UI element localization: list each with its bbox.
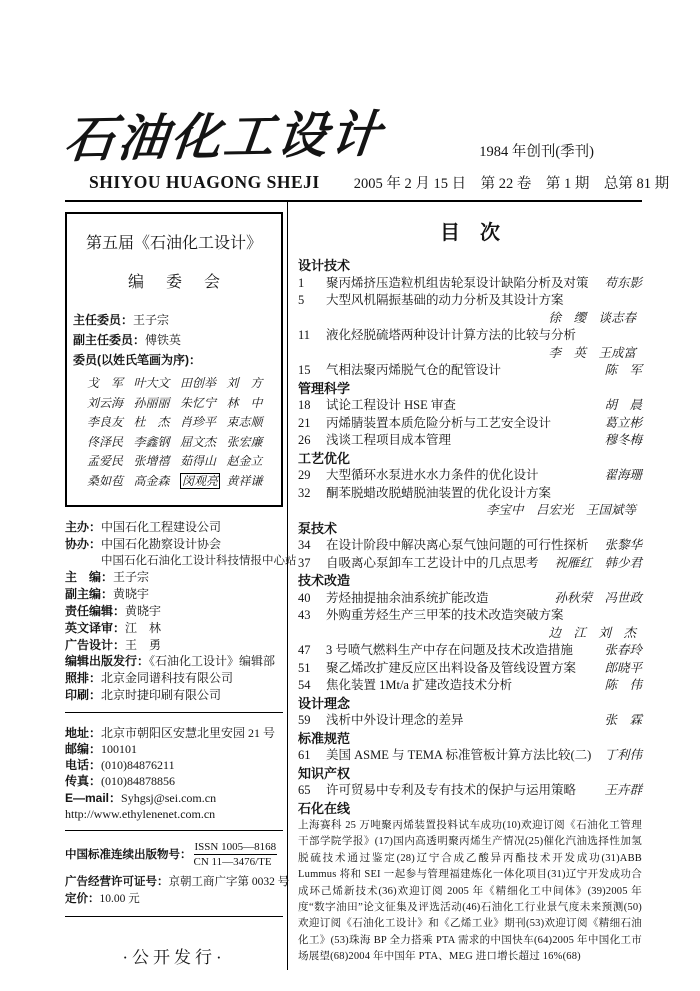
toc-entry bbox=[298, 677, 642, 695]
toc-section-heading: 标准规范 bbox=[298, 730, 351, 746]
toc-section-heading: 设计理念 bbox=[298, 695, 351, 711]
board-member bbox=[87, 472, 134, 492]
board-member-name: 孟爱民 bbox=[87, 454, 124, 468]
board-role-row-label: 副主任委员： bbox=[73, 333, 146, 347]
toc-entry-authors: 王卉群 bbox=[604, 783, 642, 797]
toc-page-number: 34 bbox=[298, 538, 311, 552]
board-role-row-value: 王子宗 bbox=[133, 313, 170, 327]
toc-entry bbox=[298, 432, 642, 450]
issn-fraction bbox=[194, 841, 278, 868]
toc-entry bbox=[298, 537, 642, 555]
board-member-name: 刘 方 bbox=[226, 376, 263, 390]
publication-row bbox=[65, 519, 283, 536]
toc-entry bbox=[298, 555, 642, 573]
publication-row-value: 中国石化工程建设公司 bbox=[101, 520, 222, 534]
contact-row bbox=[65, 757, 283, 773]
board-member bbox=[180, 433, 227, 453]
toc-page-number: 54 bbox=[298, 678, 311, 692]
toc-entry-authors: 张春玲 bbox=[604, 643, 642, 657]
toc-entry bbox=[298, 660, 642, 678]
toc-page-number: 51 bbox=[298, 660, 311, 675]
toc-entry-title: 大型循环水泵进水水力条件的优化设计 bbox=[326, 468, 539, 482]
editorial-board-box bbox=[65, 212, 283, 507]
board-member-name: 高金森 bbox=[133, 473, 170, 488]
publication-row-value: 王 勇 bbox=[125, 637, 162, 652]
board-member-name: 李鑫钢 bbox=[133, 434, 170, 449]
board-member bbox=[180, 472, 227, 492]
toc-page-number: 15 bbox=[298, 363, 311, 377]
license-row-value: 京朝工商广字第 0032 号 bbox=[168, 875, 290, 888]
toc-entry bbox=[298, 292, 642, 310]
toc-entry bbox=[298, 747, 642, 765]
board-member-name-boxed: 闵观亮 bbox=[182, 473, 219, 488]
publication-row bbox=[65, 569, 283, 586]
board-title-line1: 第五届《石油化工设计》 bbox=[85, 235, 262, 252]
board-member-name: 黄祥谦 bbox=[226, 473, 263, 488]
publication-info bbox=[65, 519, 297, 704]
toc-entry bbox=[298, 782, 642, 800]
toc-entry-authors: 翟海珊 bbox=[604, 468, 642, 482]
board-member bbox=[134, 472, 181, 492]
board-role-row bbox=[73, 310, 275, 330]
toc-section-heading: 知识产权 bbox=[298, 765, 351, 781]
toc-entry-title: 美国 ASME 与 TEMA 标准管板计算方法比较(二) bbox=[326, 748, 592, 762]
board-member bbox=[227, 472, 274, 492]
toc-sections bbox=[298, 257, 642, 966]
toc-page-number: 21 bbox=[298, 415, 311, 430]
table-of-contents bbox=[288, 202, 642, 970]
toc-entry bbox=[298, 467, 642, 485]
contact-info bbox=[65, 725, 283, 822]
board-role-row-value: 傅铁英 bbox=[145, 333, 182, 347]
board-role-row-label: 委员(以姓氏笔画为序)： bbox=[73, 353, 201, 367]
publication-row-label: 主办： bbox=[65, 520, 102, 534]
board-member bbox=[134, 394, 181, 414]
toc-entry-title: 大型风机隔振基础的动力分析及其设计方案 bbox=[326, 293, 564, 307]
board-member-name: 张增禧 bbox=[133, 454, 170, 468]
publication-row bbox=[65, 637, 283, 654]
toc-entry-title: 丙烯腈装置本质危险分析与工艺安全设计 bbox=[326, 415, 552, 430]
toc-entry bbox=[298, 607, 642, 625]
contact-row-value: http://www.ethylenenet.com.cn bbox=[65, 806, 216, 821]
board-member bbox=[180, 452, 227, 472]
cn-number: CN 11—3476/TE bbox=[193, 855, 272, 868]
toc-entry bbox=[298, 327, 642, 345]
board-member bbox=[227, 452, 274, 472]
board-member bbox=[134, 413, 181, 433]
toc-page-number: 43 bbox=[298, 608, 311, 622]
section-divider bbox=[65, 830, 283, 831]
publication-row-label: 印刷： bbox=[65, 687, 102, 702]
board-member-name: 屈文杰 bbox=[180, 434, 217, 449]
publication-row bbox=[65, 536, 283, 553]
publication-row-label: 编辑出版发行： bbox=[65, 654, 150, 669]
toc-entry bbox=[298, 397, 642, 415]
license-row-label: 广告经营许可证号： bbox=[65, 875, 169, 888]
contact-row-value: (010)84878856 bbox=[101, 774, 176, 789]
license-info bbox=[65, 874, 290, 908]
publication-row bbox=[65, 603, 283, 620]
publication-row-continuation: 中国石化石油化工设计科技情报中心站 bbox=[101, 554, 297, 567]
publication-row-label: 副主编： bbox=[65, 587, 114, 602]
board-member-name: 叶大文 bbox=[133, 376, 170, 390]
publication-row-label: 英文译审： bbox=[65, 620, 126, 635]
toc-entry-authors: 孙秋荣 冯世政 bbox=[554, 590, 642, 605]
toc-page-number: 1 bbox=[298, 275, 305, 290]
toc-entry bbox=[298, 275, 642, 293]
toc-page-number: 61 bbox=[298, 748, 311, 762]
board-member-name: 林 中 bbox=[226, 395, 263, 410]
issue-info: 2005 年 2 月 15 日 第 22 卷 第 1 期 总第 81 期 bbox=[353, 176, 670, 192]
toc-section-heading: 工艺优化 bbox=[298, 450, 351, 466]
publication-row bbox=[65, 653, 283, 670]
board-member-name: 戈 军 bbox=[87, 376, 124, 390]
toc-entry-authors: 葛立彬 bbox=[604, 415, 642, 430]
board-member-name: 李良友 bbox=[87, 415, 124, 429]
toc-entry-title: 在设计阶段中解决离心泵气蚀问题的可行性探析 bbox=[326, 538, 589, 552]
toc-entry-title: 3 号喷气燃料生产中存在问题及技术改造措施 bbox=[326, 643, 573, 657]
contact-row-value: 北京市朝阳区安慧北里安园 21 号 bbox=[101, 725, 276, 740]
toc-entry-title: 聚乙烯改扩建反应区出料设备及管线设置方案 bbox=[326, 660, 577, 675]
board-member bbox=[227, 374, 274, 394]
toc-page-number: 29 bbox=[298, 468, 311, 482]
toc-entry-title: 自吸离心泵卸车工艺设计中的几点思考 bbox=[326, 555, 539, 570]
toc-page-number: 11 bbox=[298, 328, 311, 342]
toc-entry bbox=[298, 642, 642, 660]
board-member bbox=[87, 433, 134, 453]
license-row-label: 定价： bbox=[65, 892, 100, 905]
board-member bbox=[227, 394, 274, 414]
board-member bbox=[227, 433, 274, 453]
contact-row bbox=[65, 773, 283, 789]
toc-entry-title: 聚丙烯挤压造粒机组齿轮泵设计缺陷分析及对策 bbox=[326, 275, 589, 290]
toc-entry-authors: 张 霖 bbox=[604, 713, 642, 727]
contact-row-label: 传真： bbox=[65, 774, 102, 789]
toc-entry bbox=[298, 485, 642, 503]
publication-row-label: 广告设计： bbox=[65, 637, 126, 652]
board-member bbox=[87, 374, 134, 394]
toc-entry-title: 许可贸易中专利及专有技术的保护与运用策略 bbox=[326, 783, 577, 797]
toc-entry-authors: 郎晓平 bbox=[604, 660, 642, 675]
board-member-name: 刘云海 bbox=[87, 395, 124, 410]
board-member bbox=[87, 394, 134, 414]
toc-entry-authors: 陈 军 bbox=[604, 363, 642, 377]
board-member-name: 肖珍平 bbox=[180, 415, 217, 429]
board-title-line2: 编 委 会 bbox=[127, 274, 229, 291]
toc-page-number: 32 bbox=[298, 485, 311, 500]
toc-page-number: 37 bbox=[298, 555, 311, 570]
contact-row bbox=[65, 790, 283, 806]
publication-row bbox=[65, 620, 283, 637]
board-role-row bbox=[73, 350, 275, 370]
board-member bbox=[227, 413, 274, 433]
board-member bbox=[180, 394, 227, 414]
toc-entry-authors: 穆冬梅 bbox=[604, 433, 642, 447]
journal-subheader bbox=[65, 172, 670, 193]
petrochem-online-paragraph: 上海赛科 25 万吨聚丙烯装置投料试车成功(10)欢迎订阅《石油化工管理干部学院学报》(17)国内高透明聚丙烯生产情况(25)催化汽油选择性加氢脱硫技术通过鉴定(28)辽宁合成乙酸异丙酯技术开发成功(31)ABB Lummus 将和 SEI 一起参与管理福建炼化一体化项目(31)辽宁开发成功合成环己烯新技术(36)欢迎订阅 2005 年《精细化工中间体》(39)2005 年度“数字油田”论文征集及评选活动(46)石油化工行业景气度未来预测(50)欢迎订阅《石油化工设计》和《乙烯工业》期刊(53)欢迎订阅《精细石油化工》(53)珠海 BP 全力搭乘 PTA 需求的中国快车(64)2005 年中国化工市场展望(68)2004 年中国年 PTA、MEG 进口增长超过 16%(68) bbox=[298, 820, 642, 963]
toc-entry-authors: 李 英 王成富 bbox=[548, 345, 636, 360]
board-role-row-label: 主任委员： bbox=[73, 313, 134, 327]
publication-row-label: 主 编： bbox=[65, 570, 114, 585]
board-members-grid bbox=[87, 374, 273, 491]
publication-row-label: 责任编辑： bbox=[65, 603, 126, 618]
publication-row-value: 《石油化工设计》编辑部 bbox=[149, 654, 276, 669]
toc-entry-title: 焦化装置 1Mt/a 扩建改造技术分析 bbox=[326, 678, 513, 692]
toc-entry-authors: 祝雁红 韩少君 bbox=[554, 555, 642, 570]
toc-section-heading: 技术改造 bbox=[298, 573, 351, 588]
publication-row-value: 江 林 bbox=[125, 620, 162, 635]
board-member bbox=[180, 413, 227, 433]
toc-section-heading: 设计技术 bbox=[298, 258, 351, 273]
contact-row-value: (010)84876211 bbox=[101, 758, 175, 773]
board-member-name: 佟泽民 bbox=[87, 434, 124, 449]
toc-entry-authors: 苟东影 bbox=[604, 275, 642, 290]
board-member bbox=[87, 452, 134, 472]
toc-section-heading: 泵技术 bbox=[298, 520, 338, 536]
publication-row bbox=[65, 670, 283, 687]
toc-entry bbox=[298, 590, 642, 608]
toc-entry-authors: 陈 伟 bbox=[604, 678, 642, 692]
toc-entry-title: 酮苯脱蜡改脱蜡脱油装置的优化设计方案 bbox=[326, 485, 552, 500]
publication-row bbox=[65, 586, 283, 603]
journal-header bbox=[61, 88, 642, 168]
toc-entry-title: 芳烃抽提抽余油系统扩能改造 bbox=[326, 590, 489, 605]
left-column bbox=[65, 202, 297, 970]
license-row bbox=[65, 874, 290, 891]
toc-page-number: 40 bbox=[298, 590, 311, 605]
publication-row-value: 北京金同谱科技有限公司 bbox=[101, 671, 234, 686]
toc-page-number: 59 bbox=[298, 713, 311, 727]
toc-entry-authors: 胡 晨 bbox=[604, 398, 642, 412]
toc-entry-authors: 徐 缨 谈志春 bbox=[548, 310, 636, 325]
toc-entry-title: 试论工程设计 HSE 审查 bbox=[326, 398, 456, 412]
toc-entry bbox=[298, 362, 642, 380]
license-row bbox=[65, 891, 283, 908]
journal-pinyin-title: SHIYOU HUAGONG SHEJI bbox=[89, 172, 320, 192]
contact-row bbox=[65, 741, 283, 757]
issn-row bbox=[65, 841, 283, 868]
publication-row-value: 中国石化勘察设计协会 bbox=[101, 536, 222, 551]
toc-entry-authors: 李宝中 吕宏光 王国斌等 bbox=[485, 503, 636, 517]
toc-page-number: 5 bbox=[298, 293, 305, 307]
toc-page-number: 18 bbox=[298, 398, 311, 412]
publication-row-value: 黄晓宇 bbox=[125, 603, 162, 618]
issn-label: 中国标准连续出版物号： bbox=[65, 849, 192, 862]
toc-entry bbox=[298, 415, 642, 433]
board-member-name: 杜 杰 bbox=[133, 415, 170, 429]
toc-page-number: 26 bbox=[298, 433, 311, 447]
toc-entry bbox=[298, 712, 642, 730]
issn-number: ISSN 1005—8168 bbox=[194, 840, 277, 853]
contact-row-label: 地址： bbox=[65, 725, 102, 740]
toc-page-number: 65 bbox=[298, 783, 311, 797]
journal-logo-calligraphy: 石油化工设计 bbox=[61, 106, 387, 168]
toc-entry-title: 浅谈工程项目成本管理 bbox=[326, 433, 452, 447]
toc-section-heading: 管理科学 bbox=[298, 380, 351, 396]
board-member-name: 孙丽丽 bbox=[133, 395, 170, 410]
contact-row-label: E—mail： bbox=[65, 790, 122, 805]
publication-row-value: 黄晓宇 bbox=[113, 587, 150, 602]
contact-row-value: Syhgsj@sei.com.cn bbox=[121, 790, 217, 805]
section-divider bbox=[65, 916, 283, 917]
toc-entry-title: 外购重芳烃生产三甲苯的技术改造突破方案 bbox=[326, 608, 564, 622]
board-member-name: 桑如苞 bbox=[87, 473, 124, 488]
board-member bbox=[87, 413, 134, 433]
toc-page-number: 47 bbox=[298, 643, 311, 657]
board-member bbox=[134, 374, 181, 394]
contact-row-label: 邮编： bbox=[65, 741, 102, 756]
board-member-name: 朱忆宁 bbox=[180, 395, 217, 410]
page-columns bbox=[65, 202, 642, 970]
board-member-name: 赵金立 bbox=[226, 454, 263, 468]
toc-title: 目 次 bbox=[440, 222, 500, 244]
contact-row-value: 100101 bbox=[101, 741, 138, 756]
toc-entry-authors: 边 江 刘 杰 bbox=[548, 625, 636, 640]
board-member-name: 束志顺 bbox=[226, 415, 263, 429]
board-member-name: 田创举 bbox=[180, 376, 217, 390]
publication-row-value: 北京时捷印刷有限公司 bbox=[101, 687, 222, 702]
contact-row-label: 电话： bbox=[65, 758, 102, 773]
board-role-row bbox=[73, 330, 275, 350]
board-roles bbox=[73, 310, 275, 370]
publication-row-label: 协办： bbox=[65, 536, 102, 551]
board-member bbox=[180, 374, 227, 394]
contact-row bbox=[65, 806, 283, 822]
founded-label: 1984 年创刊(季刊) bbox=[479, 144, 594, 160]
contact-row bbox=[65, 725, 283, 741]
toc-section-heading: 石化在线 bbox=[298, 800, 351, 816]
toc-entry-title: 气相法聚丙烯脱气仓的配管设计 bbox=[326, 363, 502, 377]
board-member bbox=[134, 433, 181, 453]
publication-row-label: 照排： bbox=[65, 671, 102, 686]
public-distribution-note: ·公开发行· bbox=[122, 947, 226, 967]
section-divider bbox=[65, 712, 283, 713]
publication-row bbox=[65, 687, 283, 704]
toc-entry-authors: 丁利伟 bbox=[604, 748, 642, 762]
toc-entry-title: 浅析中外设计理念的差异 bbox=[326, 713, 464, 727]
board-member bbox=[134, 452, 181, 472]
publication-row-value: 王子宗 bbox=[113, 570, 150, 585]
board-member-name: 张宏廉 bbox=[226, 434, 263, 449]
toc-entry-title: 液化烃脱硫塔两种设计计算方法的比较与分析 bbox=[326, 328, 577, 342]
toc-entry-authors: 张黎华 bbox=[604, 538, 642, 552]
board-member-name: 茹得山 bbox=[180, 454, 217, 468]
license-row-value: 10.00 元 bbox=[99, 892, 140, 905]
